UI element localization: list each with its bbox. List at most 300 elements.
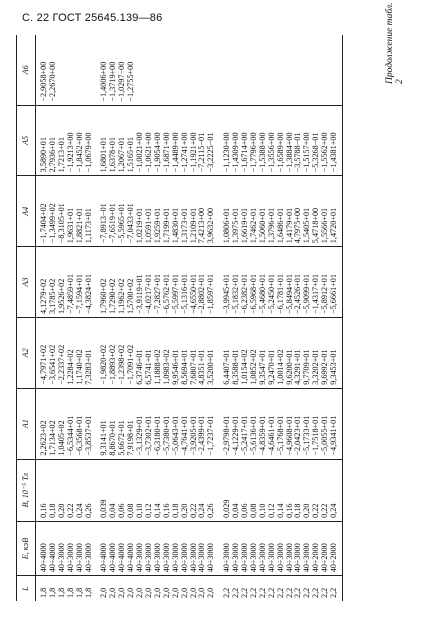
table-cell [277, 35, 286, 105]
table-cell: 1,2284+02 [67, 317, 76, 388]
table-cell: −5,1733+01 [303, 388, 312, 459]
table-cell: 1,0405+02 [58, 388, 67, 459]
table-cell: 1,9631+01 [67, 176, 76, 247]
table-cell: −4,0217+01 [145, 247, 154, 318]
table-cell: −1,9054+00 [154, 105, 163, 176]
table-cell: −4,8359+01 [259, 388, 268, 459]
table-cell: 7,3283+01 [85, 317, 97, 388]
table-cell: −1,5562+00 [321, 105, 330, 176]
table-cell: 2,0 [108, 587, 118, 598]
table-cell: 40÷3000 [207, 521, 219, 575]
table-cell: 0,24 [76, 459, 85, 521]
table-cell [312, 35, 321, 105]
table-cell: −7,1594+01 [76, 247, 85, 318]
table-cell [181, 35, 190, 105]
table-cell [286, 35, 295, 105]
table-cell: −1,5388+00 [259, 105, 268, 176]
table-cell: 0,20 [181, 459, 190, 521]
table-cell [294, 35, 303, 105]
table-cell: 1,3173+01 [181, 176, 190, 247]
table-cell: 8,3588+01 [232, 317, 241, 388]
table-cell: 0,08 [127, 459, 136, 521]
table-cell: 9,3453+01 [330, 317, 342, 388]
table-cell: 40÷3000 [198, 521, 207, 575]
table-cell: 1,3796+01 [268, 176, 277, 247]
table-cell: 1,5165+01 [127, 105, 136, 176]
table-cell: 9,9546+01 [172, 317, 181, 388]
table-cell: −5,2417+01 [241, 388, 250, 459]
table-cell: −1,6589+00 [277, 105, 286, 176]
table-cell: 2,0 [99, 587, 109, 598]
table-cell: 1,8 [39, 587, 48, 598]
column-header: A5 [17, 105, 36, 176]
table-cell: −5,8494+01 [286, 247, 295, 318]
table-cell: −5,9099+01 [303, 247, 312, 318]
table-cell: 4,7975+00 [294, 176, 303, 247]
table-cell: −1,4309+00 [232, 105, 241, 176]
table-cell: 2,2 [248, 587, 258, 598]
table-cell: −1,7796+00 [250, 105, 259, 176]
table-cell: 0,16 [163, 459, 172, 521]
table-cell: 0,18 [49, 459, 58, 521]
table-cell [268, 35, 277, 105]
table-cell [250, 35, 259, 105]
table-cell: 1,0983+02 [163, 317, 172, 388]
table-cell: 0,029 [219, 459, 232, 521]
table-cell: −5,2450+01 [268, 247, 277, 318]
table-cell: 1,4830+01 [172, 176, 181, 247]
table-cell: 40÷3000 [67, 521, 76, 575]
column-header: A2 [17, 317, 36, 388]
table-cell: 0,22 [67, 459, 76, 521]
table-cell: 1,4720+01 [330, 176, 342, 247]
table-cell: 0,10 [136, 459, 145, 521]
table-cell: 0,14 [154, 459, 163, 521]
table-cell: −5,5997+01 [172, 247, 181, 318]
table-cell: −5,6136+01 [250, 388, 259, 459]
table-cell: 1,9259+01 [154, 176, 163, 247]
column-header: A6 [17, 35, 36, 105]
table-cell: 1,0014+02 [277, 317, 286, 388]
table-cell [207, 35, 219, 105]
table-cell: −2,9058+00 [36, 35, 49, 105]
table-cell: −1,0679+00 [85, 105, 97, 176]
table-cell: −1,8452+00 [76, 105, 85, 176]
table-cell: −1,1921+00 [190, 105, 199, 176]
table-cell: 1,0219+01 [136, 176, 145, 247]
table-cell [241, 35, 250, 105]
table-cell: 2,2 [329, 587, 339, 598]
table-cell: −1,8893+02 [109, 317, 118, 388]
table-cell [145, 35, 154, 105]
table-continuation-label: Продолжение табл. 2 [385, 2, 405, 84]
table-cell: 0,04 [109, 459, 118, 521]
table-cell: −7,2827+01 [154, 247, 163, 318]
table-cell: 1,0852+02 [250, 317, 259, 388]
table-cell: 2,0 [117, 587, 127, 598]
table-cell: 40÷4000 [109, 521, 118, 575]
table-cell: −5,0643+01 [172, 388, 181, 459]
table-cell: −1,3499+02 [49, 176, 58, 247]
table-cell: 1,1173+01 [85, 176, 97, 247]
table-cell: −4,7971+02 [36, 317, 49, 388]
table-cell: 0,16 [286, 459, 295, 521]
table-cell: 1,6801+01 [96, 105, 109, 176]
table-cell: 1,8 [83, 587, 93, 598]
table-cell: 2,2 [311, 587, 321, 598]
table-cell: −5,7380+01 [163, 388, 172, 459]
table-cell: −5,3268−01 [312, 105, 321, 176]
table-cell: 0,06 [241, 459, 250, 521]
table-cell: −2,4399+01 [198, 388, 207, 459]
table-cell: 40÷3000 [58, 521, 67, 575]
table-cell: 40÷3000 [85, 521, 97, 575]
column-header: A3 [17, 247, 36, 318]
table-cell: 40÷4000 [118, 521, 127, 575]
table-cell: −1,6871+00 [163, 105, 172, 176]
table-cell: 0,26 [207, 459, 219, 521]
table-cell: 1,8 [65, 587, 75, 598]
table-cell: 0,26 [85, 459, 97, 521]
table-cell [58, 35, 67, 105]
table-cell: −1,0297−00 [118, 35, 127, 105]
table-cell: 3,5200+01 [207, 317, 219, 388]
row-group [36, 35, 97, 601]
table-cell: −1,2398+02 [118, 317, 127, 388]
table-cell: 9,2470+01 [268, 317, 277, 388]
table-cell: 0,18 [294, 459, 303, 521]
table-cell: 1,3975+01 [232, 176, 241, 247]
table-cell: 8,8670+01 [109, 388, 118, 459]
table-cell: 1,8821+01 [76, 176, 85, 247]
table-cell: −3,1329+01 [136, 388, 145, 459]
table-cell: −4,9608+01 [286, 388, 295, 459]
table-cell: 0,18 [172, 459, 181, 521]
table-row [207, 35, 219, 601]
table-cell: 2,7936+01 [49, 105, 58, 176]
table-cell: 1,8 [47, 587, 57, 598]
table-cell: 2,2 [257, 587, 267, 598]
table-cell: −6,5968+01 [250, 247, 259, 318]
table-cell: 6,5741+01 [145, 317, 154, 388]
table-cell: −1,3556+00 [268, 105, 277, 176]
table-cell: −5,4680+01 [259, 247, 268, 318]
header-row [17, 35, 36, 601]
table-cell: −1,5157+00 [303, 105, 312, 176]
table-cell: −1,3719+00 [109, 35, 118, 105]
table-cell: 2,2 [266, 587, 276, 598]
table-cell: −2,2337+02 [58, 317, 67, 388]
table-cell: 7,4213+00 [198, 176, 207, 247]
table-cell: 40÷3000 [259, 521, 268, 575]
table-cell [232, 35, 241, 105]
table-cell: −1,4006+00 [96, 35, 109, 105]
table-cell: 40÷4000 [36, 521, 49, 575]
table-cell: −5,6661+01 [330, 247, 342, 318]
table-header [17, 35, 36, 601]
table-cell [136, 35, 145, 105]
table-cell: −7,2115−01 [198, 105, 207, 176]
table-cell: −1,7237+01 [207, 388, 219, 459]
table-cell: 40÷3000 [241, 521, 250, 575]
table-cell: −5,1316+01 [181, 247, 190, 318]
table-cell: −1,4317+01 [312, 247, 321, 318]
table-cell: 0,22 [312, 459, 321, 521]
table-cell: 0,24 [198, 459, 207, 521]
table-cell: 0,24 [330, 459, 342, 521]
table-cell: −6,3568+01 [76, 388, 85, 459]
table-cell: 1,2109+01 [190, 176, 199, 247]
table-cell: 2,0 [188, 587, 198, 598]
table-cell: 40÷3000 [232, 521, 241, 575]
table-cell: −4,9341+01 [330, 388, 342, 459]
table-cell: −3,9205+01 [190, 388, 199, 459]
table-cell: 1,0154+02 [241, 317, 250, 388]
table-row [330, 35, 342, 601]
table-cell: −3,5788−01 [294, 105, 303, 176]
table-cell: 40÷4000 [127, 521, 136, 575]
table-cell: 1,1740+02 [76, 317, 85, 388]
table-cell: 0,04 [232, 459, 241, 521]
table-cell: −5,8912+01 [321, 247, 330, 318]
table-cell: 2,2623+02 [36, 388, 49, 459]
table-cell: 2,0 [135, 587, 145, 598]
table-cell: −3,2225−01 [207, 105, 219, 176]
table-cell [330, 35, 342, 105]
table-cell: −1,9820+02 [96, 317, 109, 388]
table-cell: 2,0 [206, 587, 216, 598]
table-cell: −5,0055+01 [321, 388, 330, 459]
table-cell: 40÷2000 [330, 521, 342, 575]
table-cell: 3,1785+02 [49, 247, 58, 318]
table-cell: 2,2 [293, 587, 303, 598]
table-cell: 1,6378+01 [109, 105, 118, 176]
table-cell: 40÷3000 [136, 521, 145, 575]
table-cell: 1,7134+02 [49, 388, 58, 459]
table-cell: 8,5694+01 [181, 317, 190, 388]
table-cell: 9,7709+01 [303, 317, 312, 388]
table-cell [321, 35, 330, 105]
table-cell: 0,22 [190, 459, 199, 521]
table-cell: 0,20 [303, 459, 312, 521]
table-cell: 40÷3000 [154, 521, 163, 575]
table-cell: 40÷3000 [172, 521, 181, 575]
table-cell: 1,2067+01 [118, 105, 127, 176]
table-cell: 0,12 [268, 459, 277, 521]
table-cell: −6,1781+01 [277, 247, 286, 318]
table-cell: 2,0 [170, 587, 180, 598]
table-cell: 1,5566+01 [321, 176, 330, 247]
table-cell: −2,2670+00 [49, 35, 58, 105]
table-cell: 0,039 [96, 459, 109, 521]
table-cell: 40÷3000 [250, 521, 259, 575]
table-cell: 2,2 [320, 587, 330, 598]
table-cell: −4,3824+01 [85, 247, 97, 318]
table-cell: −3,6541+02 [49, 317, 58, 388]
table-cell: −1,4489+00 [172, 105, 181, 176]
table-cell: −1,6714+00 [241, 105, 250, 176]
table-cell: 0,06 [118, 459, 127, 521]
table-cell: 1,6486+01 [277, 176, 286, 247]
table-cell: 1,0591+01 [145, 176, 154, 247]
column-header: B, 10⁻⁵ Тл [17, 459, 36, 521]
table-cell: −3,8537+01 [85, 388, 97, 459]
table-cell: 1,5405+01 [303, 176, 312, 247]
page-header: С. 22 ГОСТ 25645.139—86 [22, 12, 163, 24]
table-row [36, 35, 49, 601]
table-cell: 5,4718+00 [312, 176, 321, 247]
table-cell: 40÷3000 [163, 521, 172, 575]
table-cell: 40÷3000 [181, 521, 190, 575]
table-cell: 9,3141+01 [96, 388, 109, 459]
table-cell: −5,1768+01 [277, 388, 286, 459]
table-cell: −1,7091+02 [127, 317, 136, 388]
table-cell: −2,0423+01 [294, 388, 303, 459]
table-cell: −7,0433+01 [127, 176, 136, 247]
table-cell [259, 35, 268, 105]
table-cell: 2,2 [284, 587, 294, 598]
table-cell: −6,2382+01 [241, 247, 250, 318]
table-cell: 1,7960+02 [96, 247, 109, 318]
table-cell: −1,4381+00 [330, 105, 342, 176]
table-cell: 40÷3000 [145, 521, 154, 575]
table-cell: 40÷3000 [286, 521, 295, 575]
table-cell: 6,4407+01 [219, 317, 232, 388]
table-cell: 1,5700+02 [127, 247, 136, 318]
table-cell: 2,0 [143, 587, 153, 598]
table-cell: −4,6461+01 [268, 388, 277, 459]
table-cell: 2,0 [161, 587, 171, 598]
table-cell [190, 35, 199, 105]
table-cell: 0,12 [145, 459, 154, 521]
table-cell: 40÷3000 [190, 521, 199, 575]
table-cell: 2,0 [197, 587, 207, 598]
table-cell: −7,8913−01 [96, 176, 109, 247]
table-cell [154, 35, 163, 105]
table-cell: 0,08 [250, 459, 259, 521]
table-cell: −1,2741+00 [181, 105, 190, 176]
table-cell: −2,4526+01 [294, 247, 303, 318]
table-cell: 1,4179+01 [286, 176, 295, 247]
table-cell: 2,0 [152, 587, 162, 598]
table-cell: −5,5965+01 [118, 176, 127, 247]
table-cell: 40÷3000 [76, 521, 85, 575]
table-cell [85, 35, 97, 105]
table-cell: 1,6619+01 [241, 176, 250, 247]
row-group [96, 35, 219, 601]
table-cell: 4,1279+02 [36, 247, 49, 318]
table-cell: −3,9119+01 [136, 247, 145, 318]
table-cell: −7,4859+01 [67, 247, 76, 318]
table-cell: 40÷4000 [96, 521, 109, 575]
table-cell: −6,5762+01 [163, 247, 172, 318]
table-cell: 40÷3000 [303, 521, 312, 575]
table-cell [172, 35, 181, 105]
table-cell: 1,1888+02 [154, 317, 163, 388]
table-cell: −1,7404+02 [36, 176, 49, 247]
table-cell [219, 35, 232, 105]
table-cell: 2,2 [240, 587, 250, 598]
table-cell: 7,9198+01 [127, 388, 136, 459]
table-cell: −1,1230+00 [219, 105, 232, 176]
table-cell: 0,14 [277, 459, 286, 521]
table-cell: 3,5890+01 [36, 105, 49, 176]
table-cell [163, 35, 172, 105]
table-cell [303, 35, 312, 105]
table-cell: 40÷2000 [321, 521, 330, 575]
table-cell: 3,3202+01 [312, 317, 321, 388]
table-cell: 1,7290+02 [109, 247, 118, 318]
table-cell: −7,6519+01 [109, 176, 118, 247]
data-table [16, 35, 343, 601]
table-cell: 1,8 [74, 587, 84, 598]
table-cell: −2,9798+01 [219, 388, 232, 459]
table-cell: 3,9632+00 [207, 176, 219, 247]
table-cell: −1,8597+01 [207, 247, 219, 318]
table-cell: −3,7302+01 [145, 388, 154, 459]
table-cell [67, 35, 76, 105]
table-cell: 40÷4000 [49, 521, 58, 575]
table-cell: 0,10 [259, 459, 268, 521]
table-cell: −1,3884+00 [286, 105, 295, 176]
table-cell: 9,6992+01 [321, 317, 330, 388]
table-cell: −1,0621+00 [145, 105, 154, 176]
table-cell: 1,8 [56, 587, 66, 598]
table-cell: 0,22 [321, 459, 330, 521]
table-cell: 40÷3000 [268, 521, 277, 575]
table-cell: −4,1229+01 [232, 388, 241, 459]
table-cell: 1,0806+01 [219, 176, 232, 247]
table-cell: −1,0021+00 [136, 105, 145, 176]
table-cell: 1,1962+02 [118, 247, 127, 318]
table-cell: 5,6672+01 [118, 388, 127, 459]
table-cell: 0,20 [58, 459, 67, 521]
table-cell: −5,1832+01 [232, 247, 241, 318]
table-cell: 40÷3000 [219, 521, 232, 575]
column-header: A4 [17, 176, 36, 247]
table-cell: 2,2 [302, 587, 312, 598]
table-cell: −8,3105+01 [58, 176, 67, 247]
table-cell: 40÷3000 [294, 521, 303, 575]
table-cell: −6,5344+01 [67, 388, 76, 459]
table-cell: 9,6200+01 [286, 317, 295, 388]
table-cell: 2,2 [222, 587, 232, 598]
table-cell: 2,0 [179, 587, 189, 598]
column-header: E, кэВ [17, 521, 36, 575]
table-cell: −2,8802+01 [198, 247, 207, 318]
table-cell: 7,6807+01 [190, 317, 199, 388]
table-cell: 40÷2000 [312, 521, 321, 575]
table-cell: 6,3746+01 [136, 317, 145, 388]
table-cell: 0,16 [36, 459, 49, 521]
table-cell: −1,2755+00 [127, 35, 136, 105]
column-header: L [17, 576, 36, 601]
table-cell: 1,7213+01 [58, 105, 67, 176]
table-cell: 2,2 [231, 587, 241, 598]
table-cell [76, 35, 85, 105]
table-cell: 40÷3000 [277, 521, 286, 575]
table-cell: 1,5060+01 [259, 176, 268, 247]
table-cell: −6,3180+01 [154, 388, 163, 459]
table-cell: −4,7641+01 [181, 388, 190, 459]
table-cell: −1,9213+00 [67, 105, 76, 176]
table-cell [198, 35, 207, 105]
table-cell: 9,3547+01 [259, 317, 268, 388]
table-cell: 4,3291+01 [294, 317, 303, 388]
table-cell: 1,7462+01 [250, 176, 259, 247]
table-cell: 4,8351+01 [198, 317, 207, 388]
table-cell: 2,0 [126, 587, 136, 598]
